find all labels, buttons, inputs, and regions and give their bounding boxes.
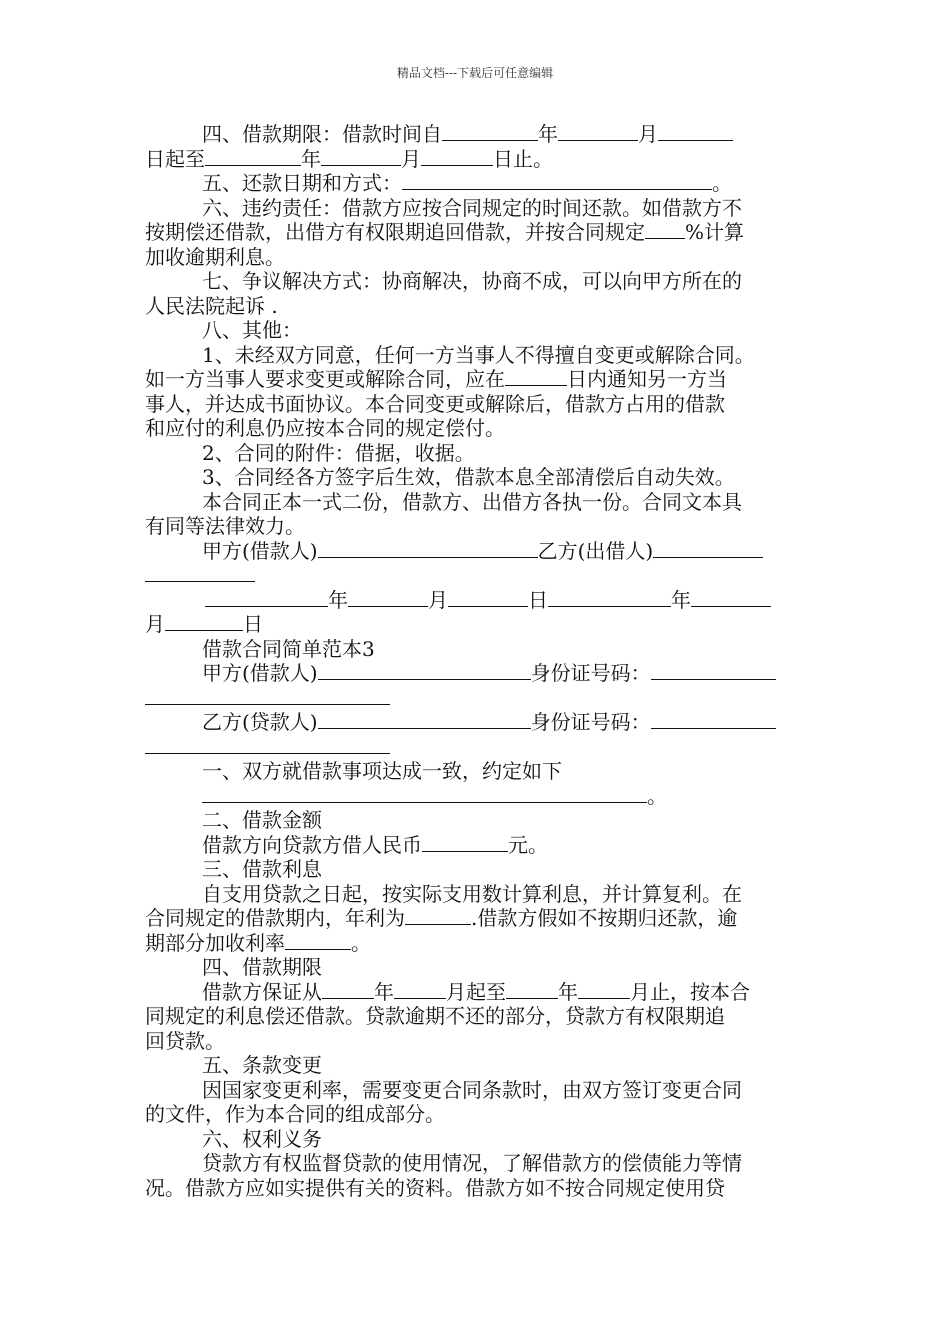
line-text: 六、权利义务	[202, 1126, 322, 1151]
document-line	[145, 343, 807, 368]
line-text: 。	[712, 171, 732, 195]
document-line	[145, 735, 807, 760]
fill-in-blank	[145, 736, 390, 754]
document-line	[145, 220, 807, 245]
document-line	[145, 147, 807, 172]
line-text: 。	[647, 783, 667, 808]
fill-in-blank	[691, 589, 771, 607]
document-line	[145, 1102, 807, 1127]
line-text: 甲方(借款人)	[202, 661, 318, 685]
line-text: 3、合同经各方签字后生效，借款本息全部清偿后自动失效。	[202, 465, 735, 489]
line-text: 人民法院起诉 .	[145, 293, 278, 318]
line-text: 年	[538, 122, 558, 146]
page-header: 精品文档---下载后可任意编辑	[396, 66, 554, 80]
document-line	[145, 196, 807, 221]
document-line	[145, 1176, 807, 1201]
fill-in-blank	[653, 540, 763, 558]
line-text: 如一方当事人要求变更或解除合同，应在	[145, 367, 505, 391]
document-line	[145, 1029, 807, 1054]
document-line	[145, 857, 807, 882]
line-text: %计算	[685, 220, 745, 244]
document-line	[145, 245, 807, 270]
fill-in-blank	[318, 711, 531, 729]
fill-in-blank	[322, 981, 374, 999]
line-text: 乙方(出借人)	[537, 538, 654, 563]
document-line	[145, 465, 807, 490]
document-line	[145, 784, 807, 809]
line-text: 身份证号码：	[530, 710, 651, 734]
fill-in-blank	[506, 981, 558, 999]
fill-in-blank	[558, 123, 638, 141]
fill-in-blank	[145, 687, 390, 705]
line-text: 日	[528, 587, 548, 612]
document-line	[145, 1053, 807, 1078]
document-line	[145, 833, 807, 858]
document-line	[145, 882, 807, 907]
fill-in-blank	[205, 589, 328, 607]
fill-in-blank	[145, 564, 255, 582]
line-text: 月	[638, 122, 658, 146]
fill-in-blank	[645, 221, 685, 239]
line-text: .借款方假如不按期归还款，逾	[471, 906, 738, 930]
fill-in-blank	[651, 662, 776, 680]
line-text: 借款方保证从	[202, 979, 322, 1004]
document-line	[145, 1151, 807, 1176]
line-text: 的文件，作为本合同的组成部分。	[145, 1102, 445, 1126]
line-text: 日	[243, 612, 263, 636]
document-body	[145, 122, 807, 1200]
fill-in-blank	[651, 711, 776, 729]
document-line	[145, 1127, 807, 1152]
line-text: 自支用贷款之日起，按实际支用数计算利息，并计算复利。在	[202, 881, 742, 906]
document-line	[145, 808, 807, 833]
line-text: 七、争议解决方式：协商解决，协商不成，可以向甲方所在的	[202, 269, 742, 293]
line-text: 年	[328, 587, 348, 612]
line-text: 有同等法律效力。	[145, 514, 305, 538]
fill-in-blank	[405, 907, 471, 925]
line-text: 日止。	[493, 146, 553, 171]
line-text: 五、还款日期和方式：	[202, 171, 402, 195]
line-text: 和应付的利息仍应按本合同的规定偿付。	[145, 416, 505, 440]
document-line	[145, 563, 807, 588]
line-text: 年	[671, 587, 691, 612]
document-line	[145, 661, 807, 686]
line-text: 日起至	[145, 146, 205, 171]
line-text: 年	[301, 146, 321, 171]
line-text: 回贷款。	[145, 1028, 225, 1053]
document-line	[145, 514, 807, 539]
fill-in-blank	[202, 785, 647, 803]
document-line	[145, 588, 807, 613]
fill-in-blank	[658, 123, 733, 141]
fill-in-blank	[318, 662, 531, 680]
fill-in-blank	[394, 981, 446, 999]
document-line	[145, 1078, 807, 1103]
document-line	[145, 269, 807, 294]
fill-in-blank	[448, 589, 528, 607]
fill-in-blank	[421, 148, 493, 166]
line-text: 合同规定的借款期内，年利为	[145, 906, 405, 930]
line-text: 元。	[508, 832, 548, 857]
document-line	[145, 906, 807, 931]
line-text: 况。借款方应如实提供有关的资料。借款方如不按合同规定使用贷	[145, 1175, 725, 1200]
document-line	[145, 318, 807, 343]
fill-in-blank	[505, 368, 567, 386]
fill-in-blank	[422, 834, 508, 852]
line-text: 日内通知另一方当	[567, 367, 727, 391]
document-line	[145, 416, 807, 441]
document-line	[145, 441, 807, 466]
line-text: 四、借款期限：借款时间自	[202, 122, 442, 146]
line-text: 按期偿还借款，出借方有权限期追回借款，并按合同规定	[145, 220, 645, 244]
line-text: 年	[374, 979, 394, 1004]
line-text: 乙方(贷款人)	[202, 710, 318, 734]
line-text: 贷款方有权监督贷款的使用情况，了解借款方的偿债能力等情	[202, 1151, 742, 1175]
line-text: 三、借款利息	[202, 857, 322, 881]
document-line	[145, 539, 807, 564]
line-text: 月止，按本合	[630, 979, 750, 1004]
document-line	[145, 931, 807, 956]
line-text: 二、借款金额	[202, 808, 322, 832]
fill-in-blank	[402, 172, 712, 190]
fill-in-blank	[321, 148, 401, 166]
document-line	[145, 612, 807, 637]
line-text: 月	[428, 587, 448, 612]
document-line	[145, 490, 807, 515]
fill-in-blank	[348, 589, 428, 607]
line-text: 因国家变更利率，需要变更合同条款时，由双方签订变更合同	[202, 1077, 742, 1102]
line-text: 五、条款变更	[202, 1053, 322, 1077]
document-line	[145, 367, 807, 392]
line-text: 加收逾期利息。	[145, 244, 285, 269]
line-text: 事人，并达成书面协议。本合同变更或解除后，借款方占用的借款	[145, 391, 725, 416]
document-line	[145, 710, 807, 735]
line-text: 2、合同的附件：借据，收据。	[202, 440, 475, 465]
line-text: 同规定的利息偿还借款。贷款逾期不还的部分，贷款方有权限期追	[145, 1004, 725, 1028]
line-text: 四、借款期限	[202, 955, 322, 979]
line-text: 本合同正本一式二份，借款方、出借方各执一份。合同文本具	[202, 489, 742, 514]
fill-in-blank	[205, 148, 301, 166]
line-text: 甲方(借款人)	[202, 538, 318, 563]
fill-in-blank	[548, 589, 671, 607]
fill-in-blank	[578, 981, 630, 999]
document-line	[145, 1004, 807, 1029]
line-text: 借款合同简单范本3	[202, 636, 375, 661]
document-line	[145, 955, 807, 980]
line-text: 期部分加收利率	[145, 930, 285, 955]
document-line	[145, 392, 807, 417]
line-text: 六、违约责任：借款方应按合同规定的时间还款。如借款方不	[202, 195, 742, 220]
fill-in-blank	[165, 613, 243, 631]
line-text: 月	[145, 612, 165, 636]
document-line	[145, 980, 807, 1005]
line-text: 身份证号码：	[530, 661, 651, 685]
document-line	[145, 294, 807, 319]
document-line	[145, 122, 807, 147]
line-text: 八、其他：	[202, 318, 302, 342]
line-text: 。	[351, 930, 371, 955]
line-text: 月	[401, 146, 421, 171]
document-line	[145, 759, 807, 784]
fill-in-blank	[318, 540, 538, 558]
line-text: 年	[558, 979, 578, 1004]
fill-in-blank	[285, 932, 351, 950]
document-line	[145, 171, 807, 196]
line-text: 一、双方就借款事项达成一致，约定如下	[202, 759, 562, 783]
line-text: 1、未经双方同意，任何一方当事人不得擅自变更或解除合同。	[202, 342, 755, 367]
document-line	[145, 637, 807, 662]
line-text: 借款方向贷款方借人民币	[202, 832, 422, 857]
fill-in-blank	[442, 123, 538, 141]
line-text: 月起至	[446, 979, 506, 1004]
document-line	[145, 686, 807, 711]
